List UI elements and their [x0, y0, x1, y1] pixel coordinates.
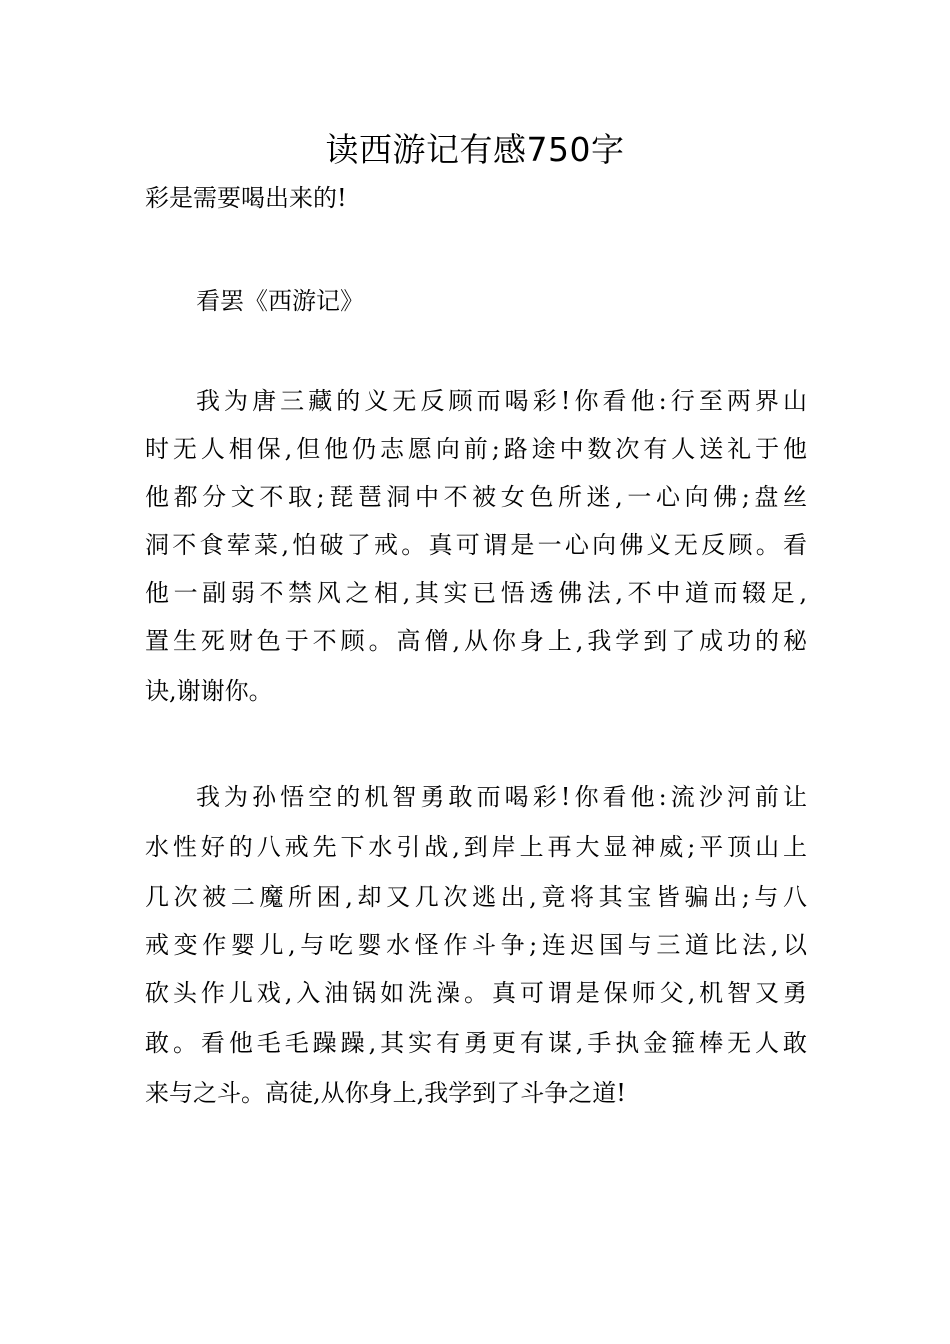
text-line: 几次被二魔所困,却又几次逃出,竟将其宝皆骗出;与八: [145, 883, 807, 911]
text-line: 敢。看他毛毛躁躁,其实有勇更有谋,手执金箍棒无人敢: [145, 1029, 807, 1057]
text-line: 诀,谢谢你。: [145, 677, 273, 705]
text-line: 我为唐三藏的义无反顾而喝彩!你看他:行至两界山: [196, 387, 807, 415]
document-title: 读西游记有感750字: [325, 130, 625, 169]
text-line: 洞不食荤菜,怕破了戒。真可谓是一心向佛义无反顾。看: [145, 531, 807, 559]
text-line: 彩是需要喝出来的!: [145, 184, 347, 212]
text-line: 他都分文不取;琵琶洞中不被女色所迷,一心向佛;盘丝: [145, 483, 807, 511]
text-line: 戒变作婴儿,与吃婴水怪作斗争;连迟国与三道比法,以: [145, 931, 807, 959]
text-line: 看罢《西游记》: [196, 287, 364, 315]
text-line: 砍头作儿戏,入油锅如洗澡。真可谓是保师父,机智又勇: [145, 979, 807, 1007]
text-line: 置生死财色于不顾。高僧,从你身上,我学到了成功的秘: [145, 627, 807, 655]
text-line: 时无人相保,但他仍志愿向前;路途中数次有人送礼于他: [145, 435, 807, 463]
text-line: 我为孙悟空的机智勇敢而喝彩!你看他:流沙河前让: [196, 783, 807, 811]
text-line: 来与之斗。高徒,从你身上,我学到了斗争之道!: [145, 1079, 626, 1107]
text-line: 水性好的八戒先下水引战,到岸上再大显神威;平顶山上: [145, 833, 807, 861]
text-line: 他一副弱不禁风之相,其实已悟透佛法,不中道而辍足,: [145, 579, 807, 607]
